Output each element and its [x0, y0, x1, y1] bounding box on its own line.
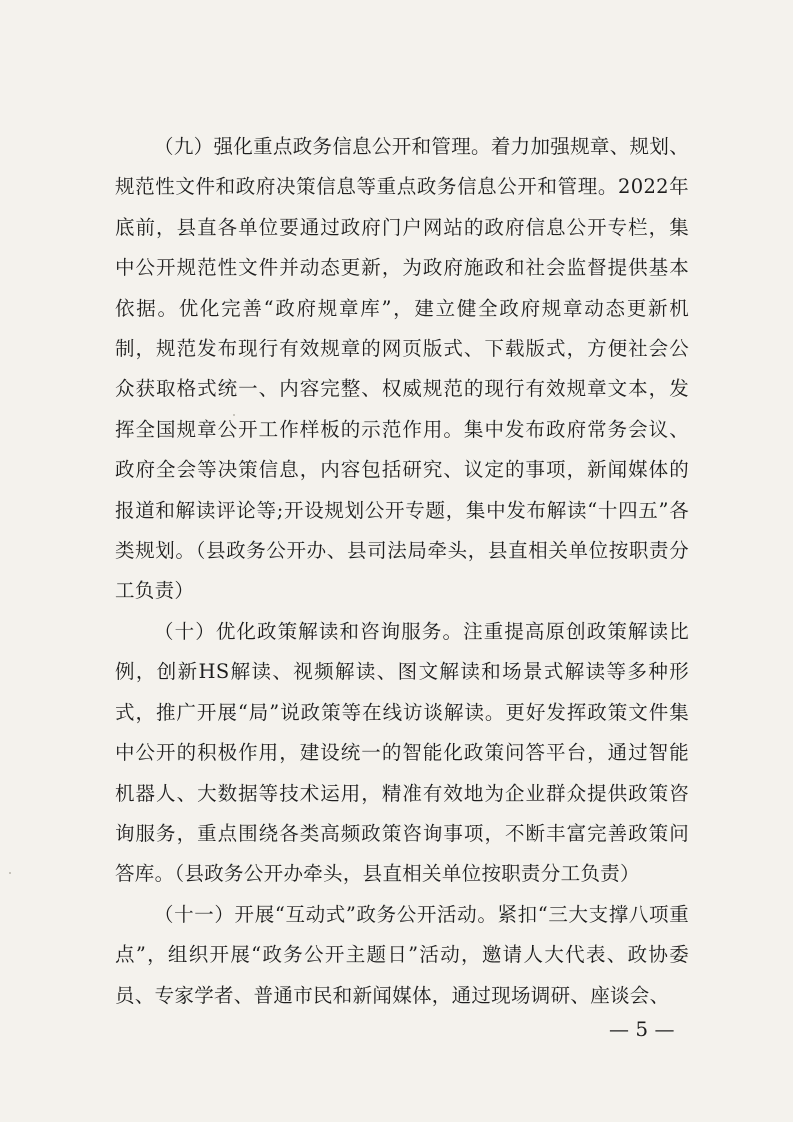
document-body	[115, 127, 689, 1016]
paragraph-10: （十）优化政策解读和咨询服务。注重提高原创政策解读比例，创新HS解读、视频解读、图文解读和场景式解读等多种形式，推广开展“局”说政策等在线访谈解读。更好发挥政策文件集中公开的积极作用，建设统一的智能化政策问答平台，通过智能机器人、大数据等技术运用，精准有效地为企业群众提供政策咨询服务，重点围绕各类高频政策咨询事项，不断丰富完善政策问答库。（县政务公开办牵头，县直相关单位按职责分工负责）	[115, 619, 689, 886]
scan-speck	[9, 872, 11, 874]
paragraph-11: （十一）开展“互动式”政务公开活动。紧扣“三大支撑八项重点”，组织开展“政务公开主题日”活动，邀请人大代表、政协委员、专家学者、普通市民和新闻媒体，通过现场调研、座谈会、	[115, 902, 689, 1007]
page-number: — 5 —	[609, 1017, 675, 1041]
paragraph-9: （九）强化重点政务信息公开和管理。着力加强规章、规划、规范性文件和政府决策信息等重点政务信息公开和管理。2022年底前，县直各单位要通过政府门户网站的政府信息公开专栏，集中公开规范性文件并动态更新，为政府施政和社会监督提供基本依据。优化完善“政府规章库”，建立健全政府规章动态更新机制，规范发布现行有效规章的网页版式、下载版式，方便社会公众获取格式统一、内容完整、权威规范的现行有效规章文本，发挥全国规章公开工作样板的示范作用。集中发布政府常务会议、政府全会等决策信息，内容包括研究、议定的事项，新闻媒体的报道和解读评论等;开设规划公开专题，集中发布解读“十四五”各类规划。（县政务公开办、县司法局牵头，县直相关单位按职责分工负责）	[115, 135, 689, 603]
